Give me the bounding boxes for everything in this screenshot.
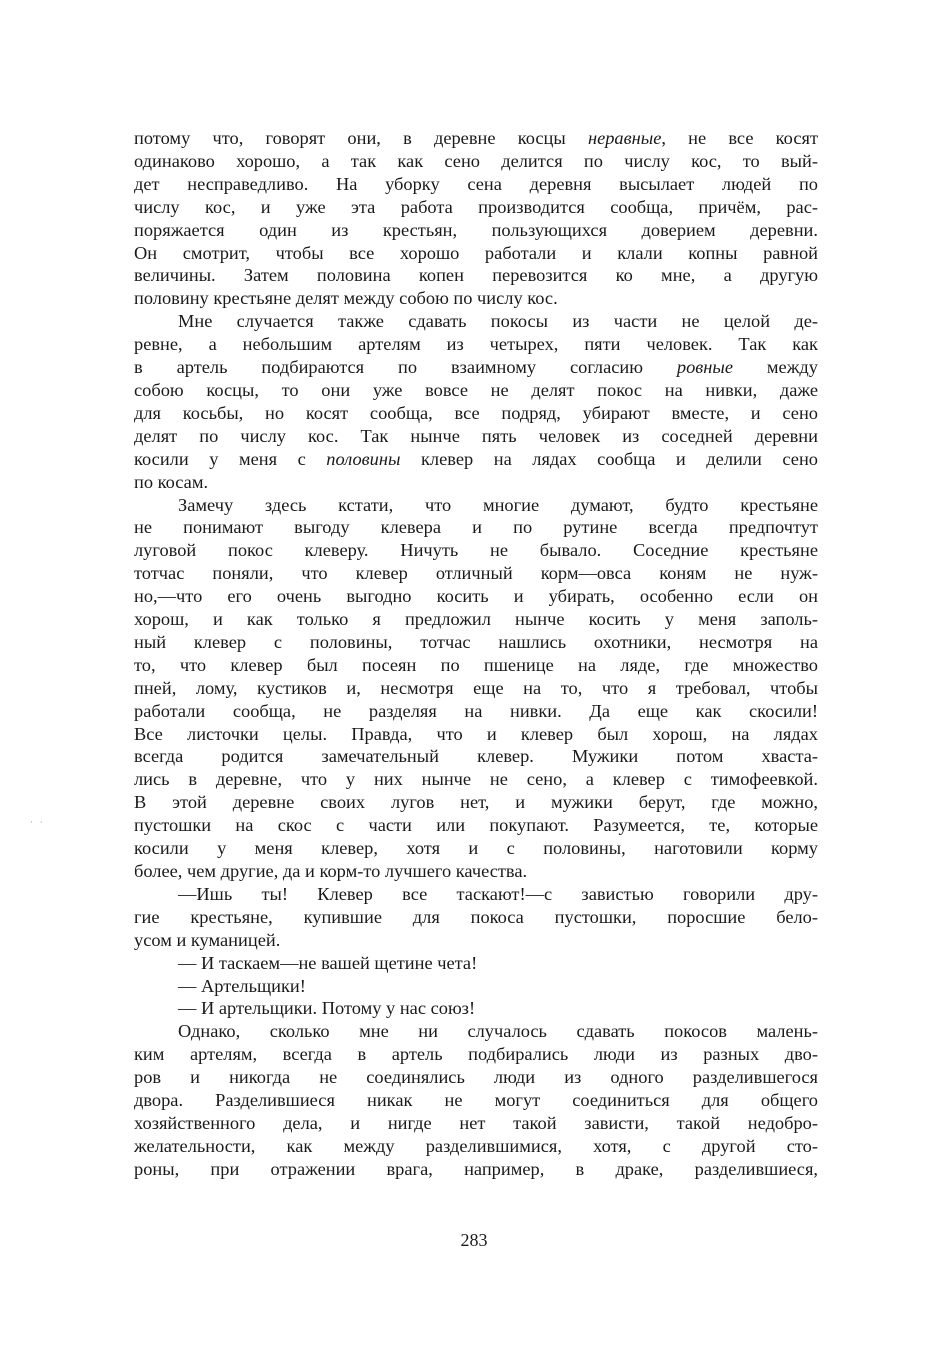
text-line [134, 906, 818, 929]
text-segment: между [733, 357, 818, 378]
text-line [134, 516, 818, 539]
text-segment: то, что клевер был посеян по пшенице на ляде, где множество [134, 654, 818, 675]
page-number: 283 [460, 1230, 488, 1250]
text-line [134, 860, 818, 883]
text-segment: усом и куманицей. [134, 929, 281, 950]
text-line [134, 1135, 818, 1158]
text-segment: косили у меня с [134, 448, 327, 469]
text-segment: В этой деревне своих лугов нет, и мужики берут, где можно, [134, 792, 818, 813]
text-line [134, 471, 818, 494]
text-segment: — Артельщики! [178, 975, 306, 996]
text-line [134, 1089, 818, 1112]
text-line [134, 768, 818, 791]
text-segment: одинаково хорошо, а так как сено делится по числу кос, то вый- [134, 150, 818, 171]
text-segment: по косам. [134, 471, 209, 492]
text-segment: дет несправедливо. На уборку сена деревня высылает людей по [134, 173, 818, 194]
text-line [134, 883, 818, 906]
text-segment: поряжается один из крестьян, пользующихся доверием деревни. [134, 219, 818, 240]
text-line [134, 539, 818, 562]
text-line [134, 837, 818, 860]
text-line [134, 723, 818, 746]
text-line [134, 997, 818, 1020]
text-line [134, 196, 818, 219]
text-line [134, 791, 818, 814]
text-segment: — И таскаем—не вашей щетине чета! [178, 952, 478, 973]
text-segment: пустошки на скос с части или покупают. Разумеется, те, которые [134, 815, 818, 836]
text-line [134, 127, 818, 150]
text-line [134, 654, 818, 677]
text-segment: величины. Затем половина копен перевозится ко мне, а другую [134, 265, 818, 286]
text-line [134, 150, 818, 173]
text-segment: хорош, и как только я предложил нынче косить у меня заполь- [134, 609, 818, 630]
text-line [134, 173, 818, 196]
italic-word: половины [326, 448, 401, 469]
text-segment: ревне, а небольшим артелям из четырех, пяти человек. Так как [134, 334, 818, 355]
text-line [134, 1043, 818, 1066]
text-line [134, 952, 818, 975]
text-segment: ров и никогда не соединялись люди из одного разделившегося [134, 1067, 818, 1088]
text-line [134, 1020, 818, 1043]
text-segment: Все листочки целы. Правда, что и клевер был хорош, на лядах [134, 723, 818, 744]
text-line [134, 975, 818, 998]
text-segment: луговой покос клеверу. Ничуть не бывало. Соседние крестьяне [134, 540, 818, 561]
text-segment: в артель подбираются по взаимному согласию [134, 357, 677, 378]
text-segment: не понимают выгоду клевера и по рутине всегда предпочтут [134, 517, 818, 538]
text-segment: для косьбы, но косят сообща, все подряд, убирают вместе, и сено [134, 402, 818, 423]
text-segment: двора. Разделившиеся никак не могут соединиться для общего [134, 1090, 818, 1111]
text-line [134, 585, 818, 608]
text-segment: — И артельщики. Потому у нас союз! [178, 998, 476, 1019]
text-line [134, 677, 818, 700]
text-segment: ким артелям, всегда в артель подбирались люди из разных дво- [134, 1044, 818, 1065]
text-line [134, 242, 818, 265]
text-line [134, 631, 818, 654]
text-segment: гие крестьяне, купившие для покоса пустошки, поросшие бело- [134, 906, 818, 927]
text-line [134, 287, 818, 310]
text-line [134, 929, 818, 952]
text-line [134, 219, 818, 242]
text-segment: —Ишь ты! Клевер все таскают!—с завистью говорили дру- [178, 883, 818, 904]
text-line [134, 745, 818, 768]
text-line [134, 356, 818, 379]
text-segment: пней, лому, кустиков и, несмотря еще на то, что я требовал, чтобы [134, 677, 818, 698]
text-line [134, 425, 818, 448]
text-segment: Однако, сколько мне ни случалось сдавать покосов малень- [178, 1021, 818, 1042]
text-segment: , не все косят [661, 128, 818, 148]
text-segment: Мне случается также сдавать покосы из части не целой де- [178, 311, 818, 332]
text-segment: косили у меня клевер, хотя и с половины, наготовили корму [134, 838, 818, 859]
text-line [134, 1112, 818, 1135]
text-segment: Он смотрит, чтобы все хорошо работали и клали копны равной [134, 242, 818, 263]
text-line [134, 310, 818, 333]
text-segment: всегда родится замечательный клевер. Мужики потом хваста- [134, 746, 818, 767]
italic-word: неравные [587, 128, 662, 148]
text-segment: но,—что его очень выгодно косить и убирать, особенно если он [134, 586, 818, 607]
text-segment: хозяйственного дела, и нигде нет такой зависти, такой недобро- [134, 1112, 818, 1133]
text-segment: собою косцы, то они уже вовсе не делят покос на нивки, даже [134, 379, 818, 400]
text-segment: более, чем другие, да и корм-то лучшего качества. [134, 861, 528, 881]
text-segment: работали сообща, не разделяя на нивки. Да еще как скосили! [134, 700, 818, 721]
text-line [134, 379, 818, 402]
text-line [134, 814, 818, 837]
italic-word: ровные [676, 357, 734, 378]
text-line [134, 562, 818, 585]
margin-mark: · · [30, 818, 45, 828]
text-line [134, 494, 818, 517]
text-line [134, 700, 818, 723]
text-segment: роны, при отражении врага, например, в драке, разделившиеся, [134, 1158, 818, 1179]
text-segment: желательности, как между разделившимися, хотя, с другой сто- [134, 1135, 818, 1156]
text-line [134, 402, 818, 425]
text-segment: делят по числу кос. Так нынче пять человек из соседней деревни [134, 425, 818, 446]
text-line [134, 1066, 818, 1089]
text-segment: числу кос, и уже эта работа производится сообща, причём, рас- [134, 196, 818, 217]
text-line [134, 448, 818, 471]
page-body [134, 127, 818, 1181]
text-line [134, 608, 818, 631]
text-line [134, 264, 818, 287]
text-segment: клевер на лядах сообща и делили сено [400, 448, 818, 469]
text-line [134, 1158, 818, 1181]
text-line [134, 333, 818, 356]
text-segment: ный клевер с половины, тотчас нашлись охотники, несмотря на [134, 631, 818, 652]
text-segment: потому что, говорят они, в деревне косцы [134, 128, 588, 148]
text-segment: Замечу здесь кстати, что многие думают, будто крестьяне [178, 494, 818, 515]
text-segment: тотчас поняли, что клевер отличный корм—овса коням не нуж- [134, 563, 818, 584]
text-segment: половину крестьяне делят между собою по числу кос. [134, 288, 558, 309]
text-segment: лись в деревне, что у них нынче не сено, а клевер с тимофеевкой. [134, 769, 818, 790]
